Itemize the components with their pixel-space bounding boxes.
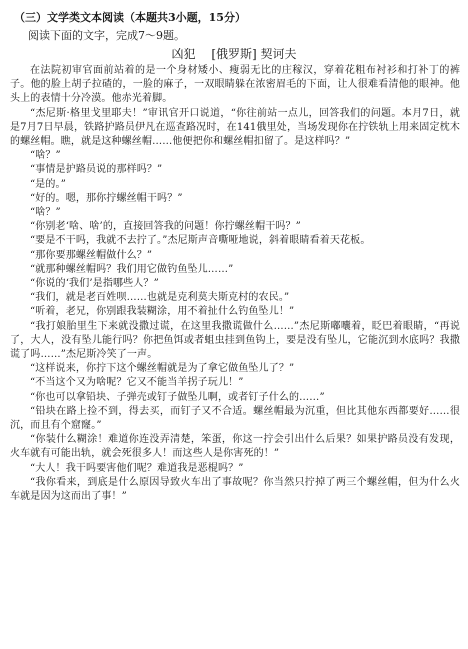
story-paragraph: “我们，就是老百姓呗……也就是克利莫夫斯克村的农民。”: [30, 292, 290, 304]
story-paragraph: “大人！我干吗要害他们呢？难道我是恶棍吗？”: [30, 462, 244, 474]
story-paragraph: 在法院初审官面前站着的是一个身材矮小、瘦弱无比的庄稼汉，穿着花粗布衬衫和打补丁的裤子。他的脸上胡子拉碴的，一脸的麻子，一双眼睛躲在浓密眉毛的下面，让人很难看清他的眼神。他头上的表情十分冷漠。他赤光着脚。: [10, 65, 460, 105]
story-title-text: 凶犯: [171, 47, 196, 61]
story-paragraph: “这样说来，你拧下这个螺丝帽就是为了拿它做鱼坠儿了？”: [30, 363, 295, 375]
story-paragraph: “你也可以拿铅块、子弹壳或钉子做坠儿啊，或者钉子什么的……”: [30, 391, 325, 403]
story-body: [10, 64, 460, 504]
story-paragraph: “不当这个又为啥呢？它又不能当羊拐子玩儿！”: [30, 377, 244, 389]
story-paragraph: “听着，老兄，你别跟我装糊涂，用不着扯什么钓鱼坠儿！”: [30, 306, 295, 318]
story-paragraph: “那你要那螺丝帽做什么？”: [30, 249, 153, 261]
story-paragraph: “我你看来，到底是什么原因导致火车出了事故呢？你当然只拧掉了两三个螺丝帽，但为什么火车就是因为这而出了事！”: [10, 476, 460, 503]
story-paragraph: “是的。”: [30, 178, 66, 190]
story-author: [俄罗斯] 契诃夫: [211, 47, 297, 61]
story-paragraph: “啥？”: [30, 207, 61, 219]
story-paragraph: “啥？”: [30, 150, 61, 162]
story-paragraph: “你装什么糊涂！难道你连没弄清楚，笨蛋，你这一拧会引出什么后果？如果护路员没有发现，火车就有可能出轨，就会死很多人！而这些人是你害死的！”: [10, 434, 460, 460]
reading-instruction: 阅读下面的文字，完成7～9题。: [28, 29, 185, 42]
story-paragraph: “你别老‘啥、啥’的，直接回答我的问题！你拧螺丝帽干吗？”: [30, 221, 301, 233]
story-paragraph: “事情是护路员说的那样吗？”: [30, 164, 163, 176]
story-title: [0, 45, 468, 62]
story-paragraph: “我打娘胎里生下来就没撒过谎，在这里我撒谎做什么……”杰尼斯嘟囔着，眨巴着眼睛，“再说了，大人，没有坠儿能行吗？你把鱼饵或者蛆虫挂到鱼钩上，要是没有坠儿，它能沉到水底吗？我撒谎了吗……”杰尼斯冷笑了一声。: [10, 320, 460, 361]
story-paragraph: “杰尼斯·格里戈里耶夫！”审讯官开口说道，“你往前站一点儿，回答我们的问题。本月7日，就是7月7日早晨，铁路护路员伊凡在巡查路况时，在141俄里处，当场发现你在拧铁轨上用来固定枕木的螺丝帽。瞧，就是这种螺丝帽……他便把你和螺丝帽扣留了。是这样吗？”: [10, 107, 460, 148]
story-paragraph: “你说的‘我们’是指哪些人？”: [30, 278, 159, 290]
story-paragraph: “就那种螺丝帽吗？我们用它做钓鱼坠儿……”: [30, 263, 234, 275]
section-heading: （三）文学类文本阅读（本题共3小题，15分）: [14, 11, 246, 24]
story-paragraph: “要是不干吗，我就不去拧了。”杰尼斯声音嘶哑地说，斜着眼睛看着天花板。: [30, 235, 371, 247]
story-paragraph: “好的。嗯，那你拧螺丝帽干吗？”: [30, 192, 183, 204]
story-paragraph: “铅块在路上捡不到，得去买，而钉子又不合适。螺丝帽最为沉重，但比其他东西都要好……很沉，而且有个窟窿。”: [10, 405, 460, 432]
